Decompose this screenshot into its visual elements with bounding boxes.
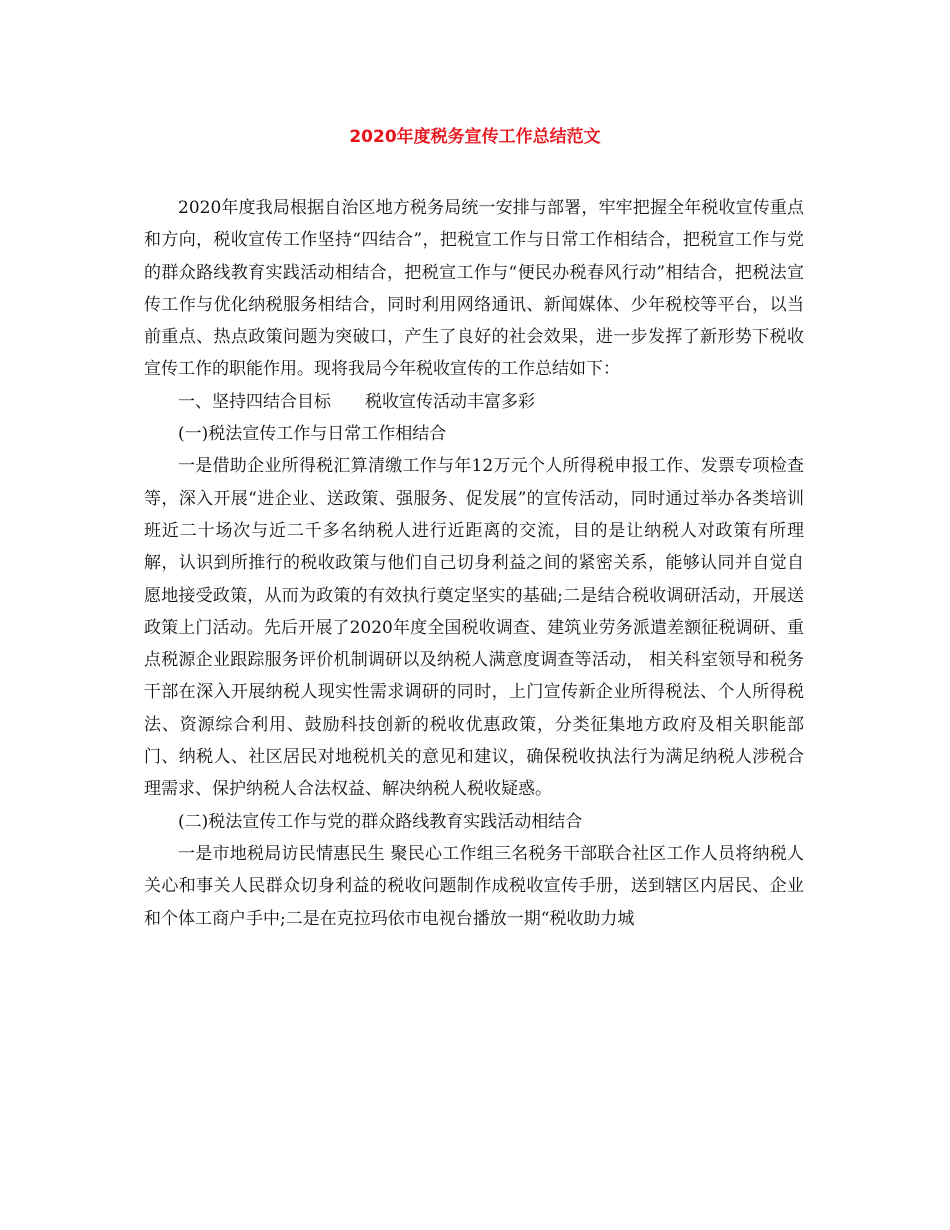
subsection-heading-2: (二)税法宣传工作与党的群众路线教育实践活动相结合 — [178, 811, 583, 832]
intro-paragraph: 2020年度我局根据自治区地方税务局统一安排与部署，牢牢把握全年税收宣传重点和方向，税收宣传工作坚持“四结合”，把税宣工作与日常工作相结合，把税宣工作与党的群众路线教育实践活动相结合，把税宣工作与“便民办税春风行动”相结合，把税法宣传工作与优化纳税服务相结合，同时利用网络通讯、新闻媒体、少年税校等平台，以当前重点、热点政策问题为突破口，产生了良好的社会效果，进一步发挥了新形势下税收宣传工作的职能作用。现将我局今年税收宣传的工作总结如下： — [144, 198, 804, 380]
body-paragraph-2: 一是市地税局访民情惠民生 聚民心工作组三名税务干部联合社区工作人员将纳税人关心和事关人民群众切身利益的税收问题制作成税收宣传手册，送到辖区内居民、企业和个体工商户手中;二是在克拉玛依市电视台播放一期“税收助力城 — [144, 843, 804, 929]
section-heading-1-part-a: 一、坚持四结合目标 — [178, 391, 331, 412]
section-heading-1 — [144, 386, 804, 418]
section-heading-1-part-b: 税收宣传活动丰富多彩 — [365, 391, 535, 412]
subsection-heading-1: (一)税法宣传工作与日常工作相结合 — [178, 424, 447, 445]
document-title: 2020年度税务宣传工作总结范文 — [349, 127, 601, 147]
body-paragraph-1: 一是借助企业所得税汇算清缴工作与年12万元个人所得税申报工作、发票专项检查等，深入开展“进企业、送政策、强服务、促发展”的宣传活动，同时通过举办各类培训班近二十场次与近二千多名纳税人进行近距离的交流，目的是让纳税人对政策有所理解，认识到所推行的税收政策与他们自己切身利益之间的紧密关系，能够认同并自觉自愿地接受政策，从而为政策的有效执行奠定坚实的基础;二是结合税收调研活动，开展送政策上门活动。先后开展了2020年度全国税收调查、建筑业劳务派遣差额征税调研、重点税源企业跟踪服务评价机制调研以及纳税人满意度调查等活动， 相关科室领导和税务干部在深入开展纳税人现实性需求调研的同时，上门宣传新企业所得税法、个人所得税法、资源综合利用、鼓励科技创新的税收优惠政策，分类征集地方政府及相关职能部门、纳税人、社区居民对地税机关的意见和建议，确保税收执法行为满足纳税人涉税合理需求、保护纳税人合法权益、解决纳税人税收疑惑。 — [144, 456, 804, 800]
document-body — [144, 192, 804, 935]
